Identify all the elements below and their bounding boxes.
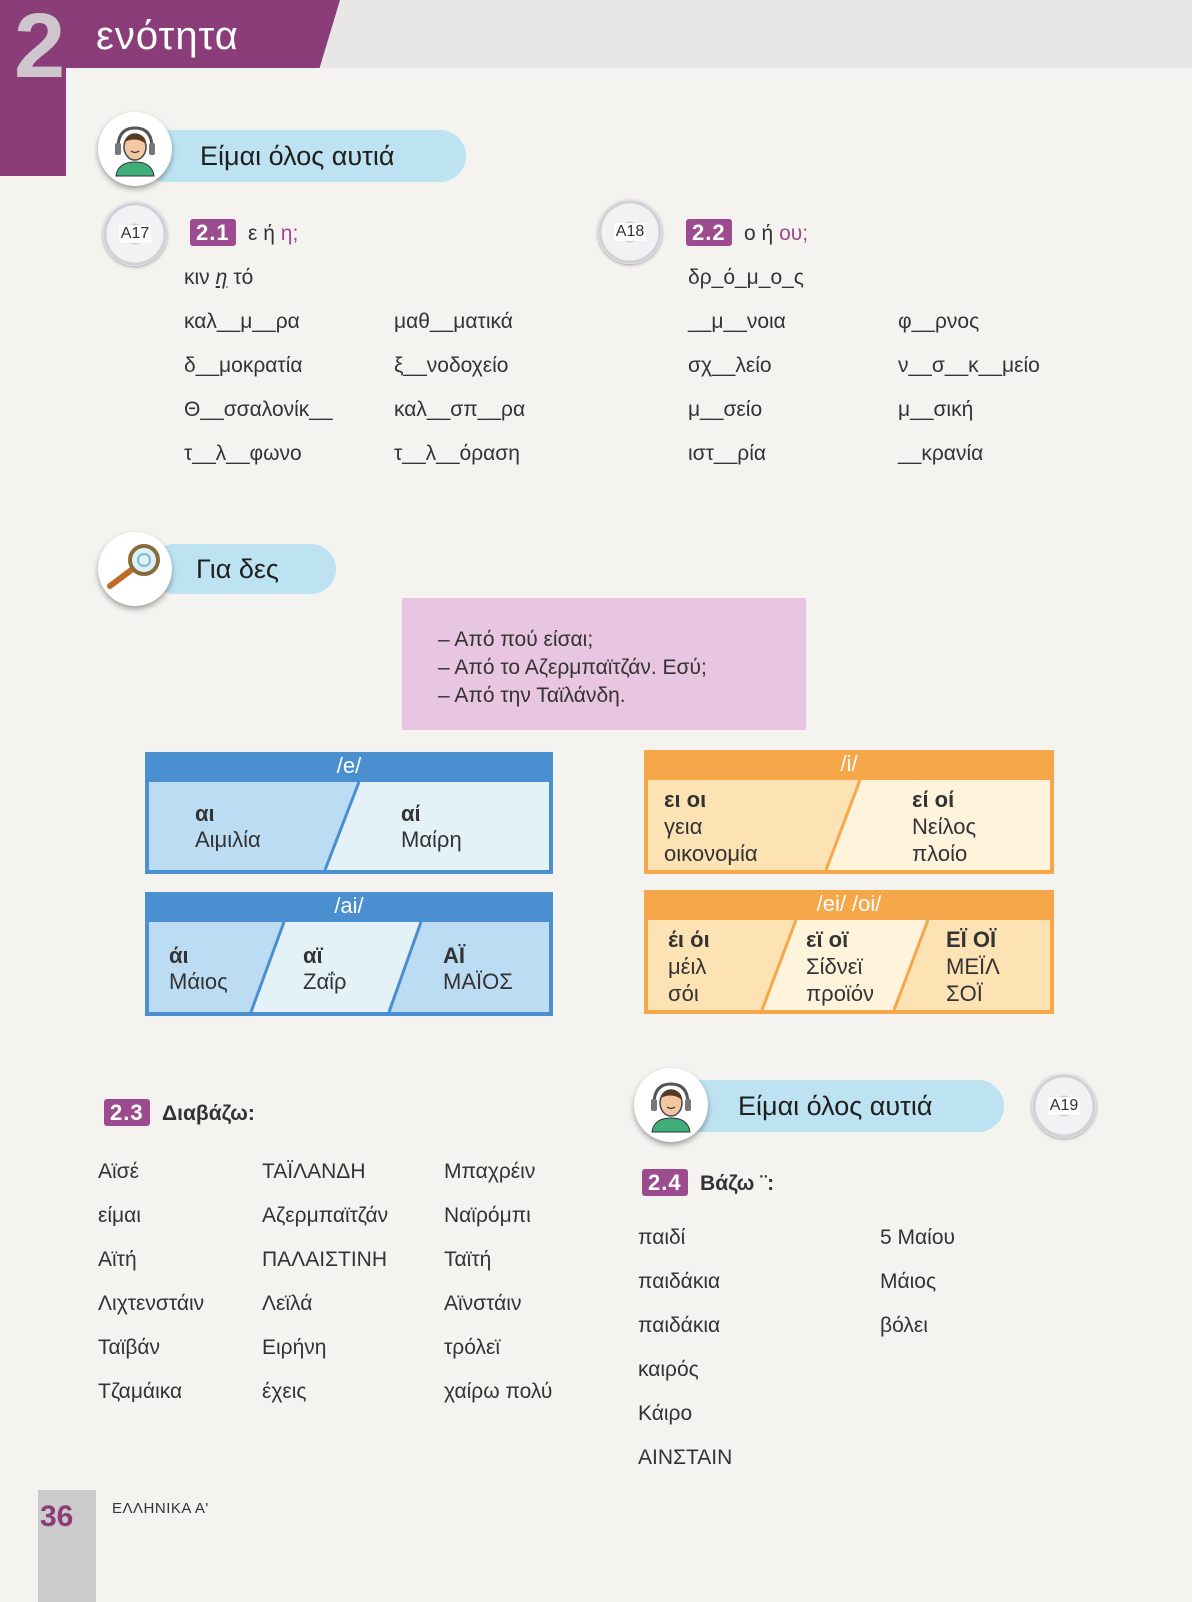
list-item: ΑΙΝΣΤΑΙΝ [638,1446,733,1469]
list-item: Ταϊβάν [98,1336,161,1359]
list-item: τρόλεϊ [444,1336,501,1359]
list-item: δ__μοκρατία [184,354,303,377]
dialogue-line: – Από την Ταϊλάνδη. [438,684,626,707]
cd-icon[interactable]: A17 [103,202,167,266]
list-item: ξ__νοδοχείο [394,354,509,377]
list-item: καλ__σπ__ρα [394,398,526,421]
table-cell-heading: ΑΪ [443,943,465,968]
table-cell-word: οικονομία [664,841,758,866]
list-item: σχ__λείο [688,354,772,377]
table-cell-word: Νείλος [912,814,977,839]
list-item: Αζερμπαϊτζάν [262,1204,389,1227]
list-item: μαθ__ματικά [394,310,513,333]
list-item: παιδί [638,1226,686,1249]
table-cell-heading: αϊ [303,943,323,968]
list-item: Αϊνστάιν [444,1292,522,1315]
exercise-title: ε ή η; [248,222,299,245]
cd-icon[interactable]: A18 [598,200,662,264]
headphones-boy-icon [634,1068,708,1142]
table-cell-heading: άι [169,943,189,968]
exercise-badge: 2.3 [104,1099,150,1126]
sound-table-ei-oi [644,890,1054,1014]
list-item: Κάιρο [638,1402,693,1425]
book-title: ΕΛΛΗΝΙΚΑ Α' [112,1500,209,1517]
table-body [648,920,1050,1010]
exercise-title: Βάζω ¨: [700,1172,775,1195]
table-cell-heading: έι όι [668,927,710,952]
look-section-title: Για δες [150,544,336,594]
list-item: τ__λ__φωνο [184,442,302,465]
example-word: κιν η τό [184,266,254,289]
list-item: τ__λ__όραση [394,442,520,465]
dialogue-note [402,598,806,730]
exercise-2-1-header [190,220,298,246]
unit-word: ενότητα [96,14,239,58]
list-item: έχεις [262,1380,307,1403]
table-cell-word: ΣΟΪ [946,981,983,1006]
list-item: Θ__σσαλονίκ__ [184,398,333,421]
list-item: ν__σ__κ__μείο [898,354,1040,377]
exercise-2-4-header [642,1170,774,1196]
list-item: ΠΑΛΑΙΣΤΙΝΗ [262,1248,388,1271]
sound-table-ai [145,892,553,1016]
table-header: /i/ [840,751,858,776]
list-item: 5 Μαίου [880,1226,955,1249]
exercise-badge: 2.1 [190,219,236,246]
headphones-boy-icon [98,112,172,186]
list-item: καλ__μ__ρα [184,310,300,333]
table-header: /e/ [336,753,362,778]
table-cell-word: ΜΕΪΛ [946,954,1000,979]
table-cell-word: μέιλ [668,954,707,979]
exercise-title: ο ή ου; [744,222,809,245]
list-item: καιρός [638,1358,699,1381]
page-number: 36 [40,1500,74,1533]
exercise-2-3-header [104,1100,255,1126]
list-item: βόλει [880,1314,928,1337]
exercise-2-2-header [686,220,808,246]
table-header: /ei/ /oi/ [816,891,882,916]
list-item: ΤΑΪΛΑΝΔΗ [262,1160,366,1183]
listen-section-title: Είμαι όλος αυτιά [140,130,466,182]
list-item: Αϊτή [98,1248,137,1271]
exercise-badge: 2.2 [686,219,732,246]
table-cell-word: γεια [664,814,703,839]
list-item: Τζαμάικα [98,1380,183,1403]
list-item: Μάιος [880,1270,937,1293]
list-item: Μπαχρέιν [444,1160,536,1183]
table-cell-word: σόι [668,981,699,1006]
table-cell-word: Μάιος [169,969,228,994]
table-cell-word: προϊόν [806,981,875,1006]
table-body [648,780,1050,870]
list-item: είμαι [98,1204,141,1227]
table-header: /ai/ [334,893,364,918]
list-item: Λεϊλά [262,1292,313,1315]
table-cell-word: ΜΑΪΟΣ [443,969,513,994]
list-item: __κρανία [898,442,984,465]
table-cell-heading: ΕΪ ΟΪ [946,927,997,952]
exercise-title: Διαβάζω: [162,1102,255,1125]
table-cell-word: Μαίρη [401,827,462,852]
list-item: φ__ρνος [898,310,980,333]
cd-icon[interactable]: A19 [1032,1074,1096,1138]
table-body [149,782,549,870]
list-item: ιστ__ρία [688,442,767,465]
listen-section-title: Είμαι όλος αυτιά [668,1080,1004,1132]
dialogue-line: – Από το Αζερμπαϊτζάν. Εσύ; [438,656,707,679]
list-item: χαίρω πολύ [444,1380,553,1403]
list-item: Ναϊρόμπι [444,1204,531,1227]
table-cell-heading: ει οι [664,787,707,812]
magnifier-icon [98,532,172,606]
table-body [149,922,549,1012]
list-item: μ__σική [898,398,974,421]
list-item: Ταϊτή [444,1248,492,1271]
table-cell-heading: αί [401,801,421,826]
table-cell-word: Αιμιλία [195,827,261,852]
sound-table-i [644,750,1054,874]
dialogue-line: – Από πού είσαι; [438,628,594,651]
table-cell-word: Ζαΐρ [303,969,347,994]
table-cells [149,922,549,1012]
example-word: δρ_ό_μ_ο_ς [688,266,804,289]
table-cell-heading: εί οί [912,787,955,812]
table-cell-word: πλοίο [912,841,968,866]
list-item: μ__σείο [688,398,763,421]
exercise-badge: 2.4 [642,1169,688,1196]
table-cell-heading: εϊ οϊ [806,927,849,952]
list-item: παιδάκια [638,1270,721,1293]
list-item: Ειρήνη [262,1336,327,1359]
sound-table-e [145,752,553,874]
list-item: Λιχτενστάιν [98,1292,205,1315]
list-item: παιδάκια [638,1314,721,1337]
unit-number: 2 [14,0,62,97]
list-item: Αϊσέ [98,1160,139,1183]
table-cell-word: Σίδνεϊ [806,954,863,979]
table-cell-heading: αι [195,801,215,826]
list-item: __μ__νοια [688,310,786,333]
